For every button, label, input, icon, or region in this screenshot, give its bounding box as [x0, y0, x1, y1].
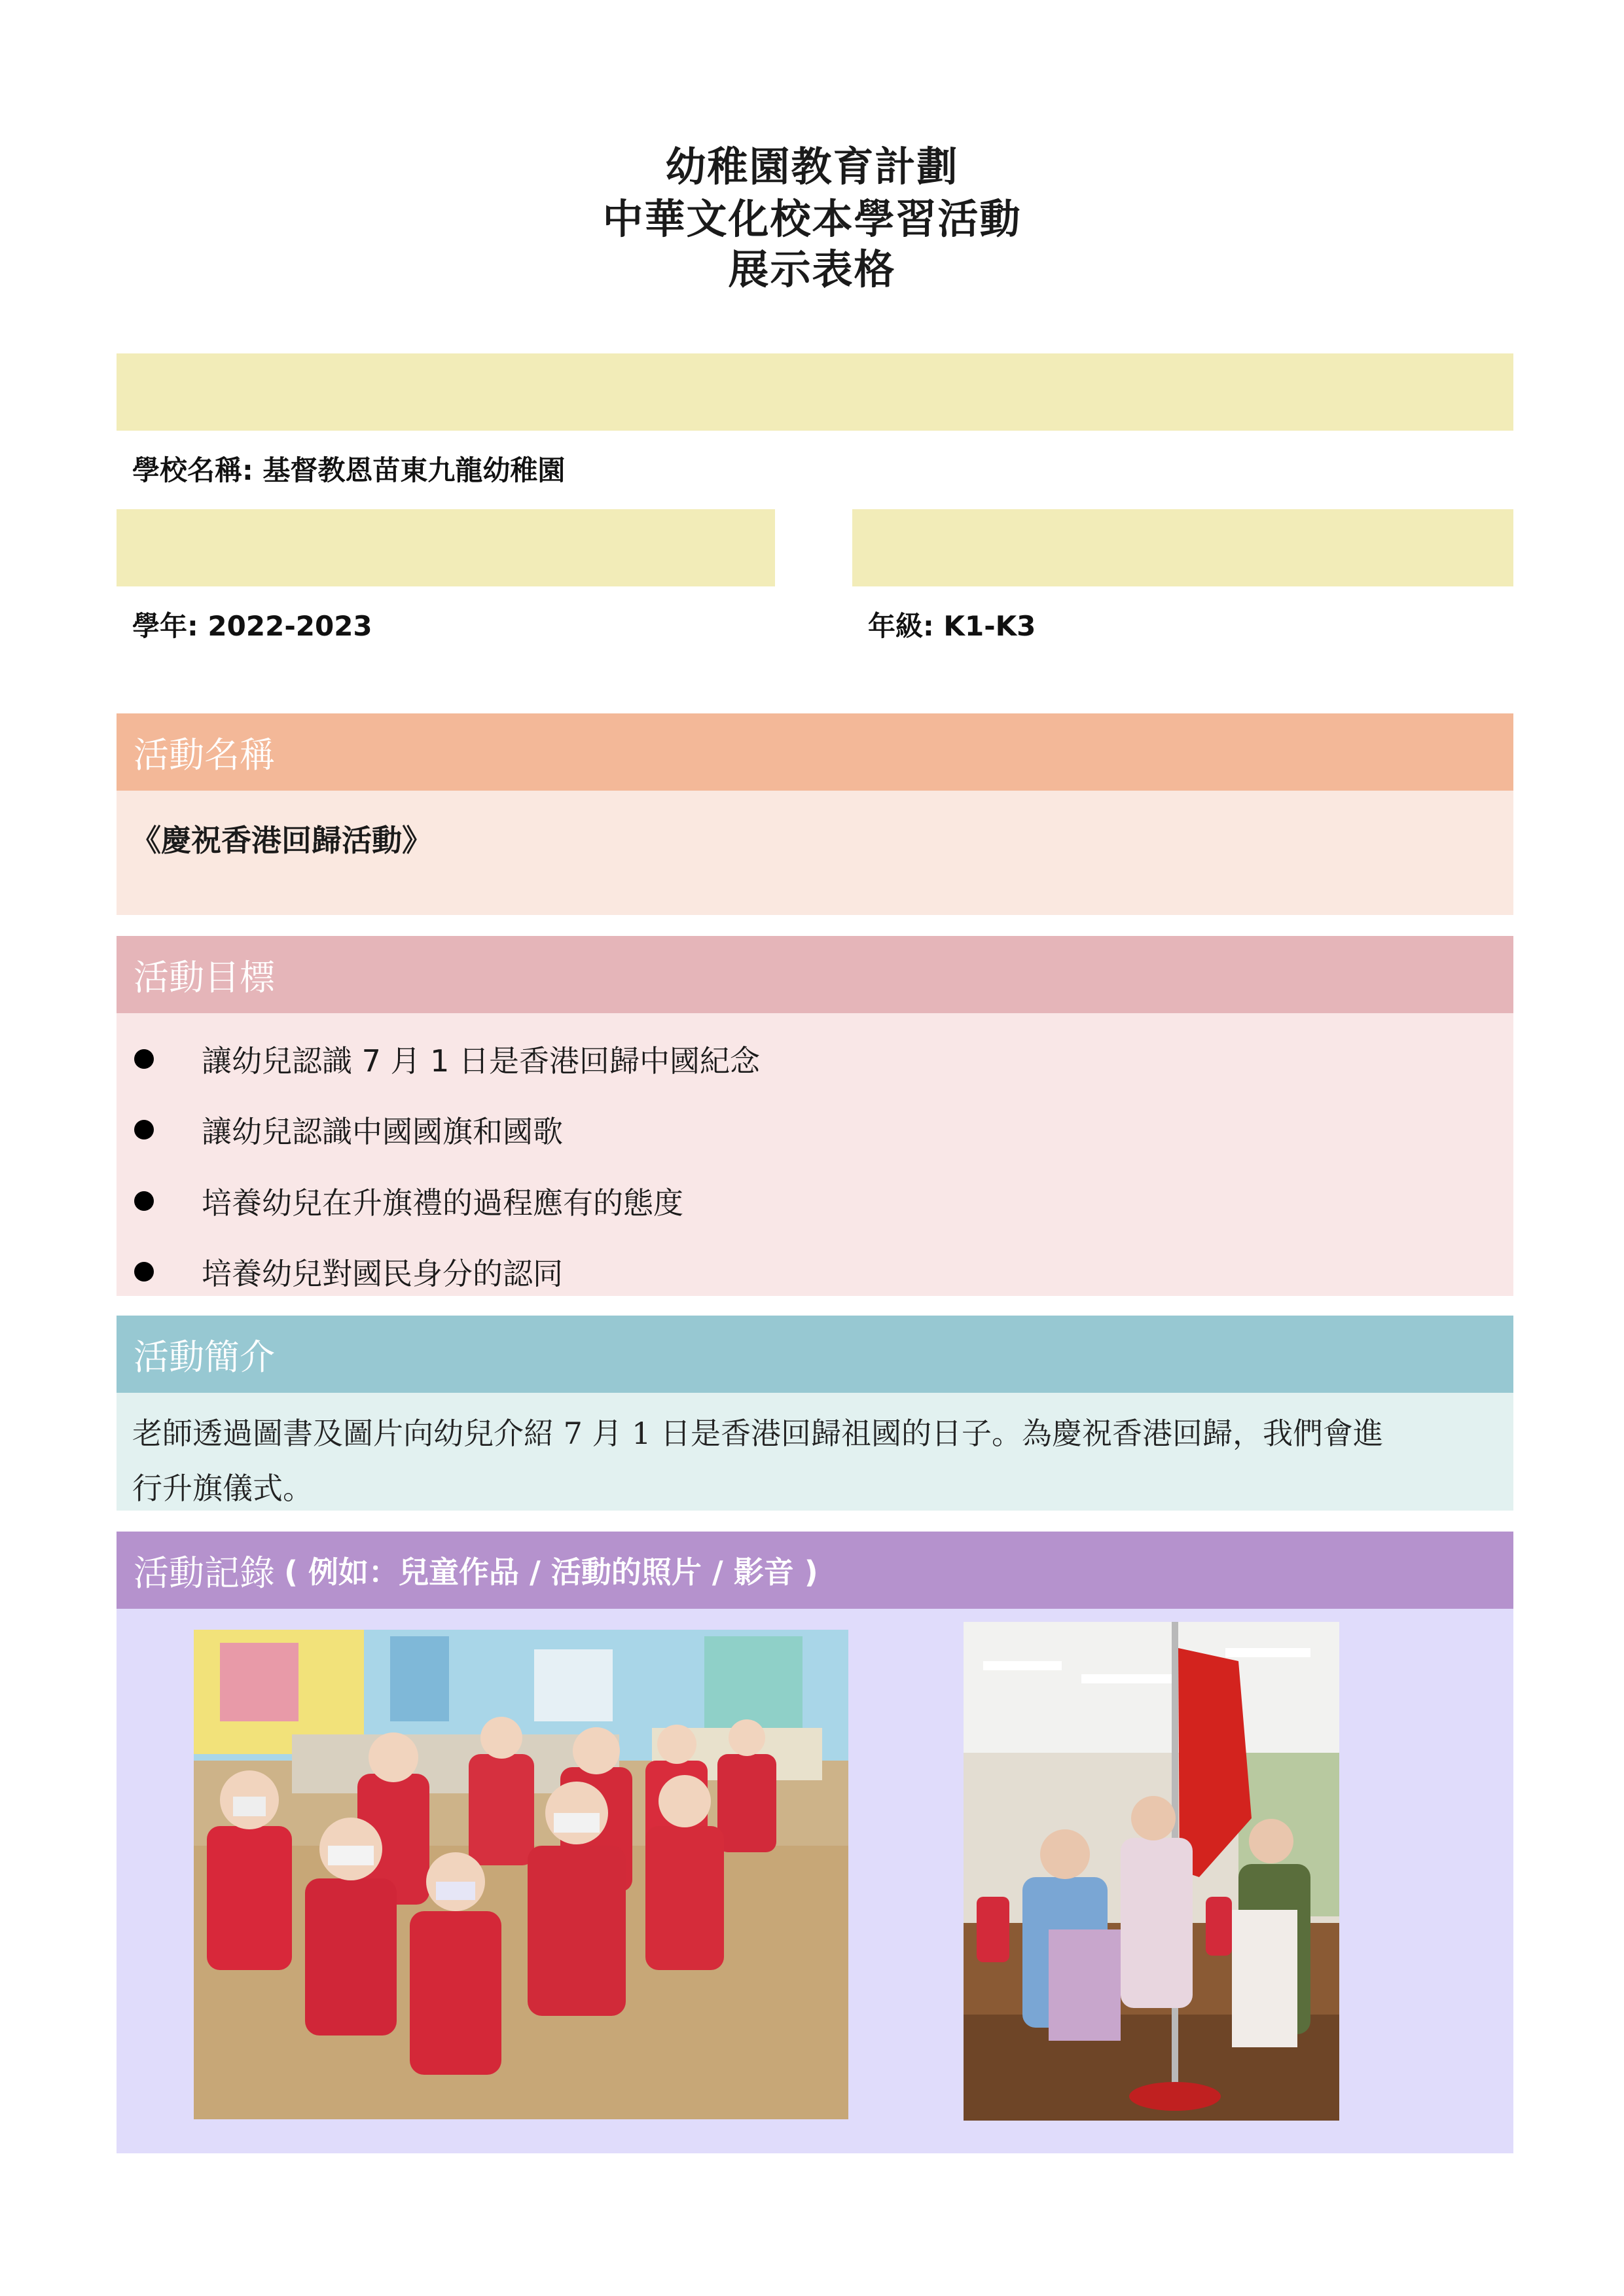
introduction-text-line-1: 老師透過圖書及圖片向幼兒介紹 7 月 1 日是香港回歸祖國的日子。為慶祝香港回歸，我們會進 [132, 1416, 1384, 1451]
title-line-1: 幼稚園教育計劃 [665, 143, 959, 190]
objective-item: 培養幼兒對國民身分的認同 [117, 1249, 563, 1295]
title-line-3: 展示表格 [728, 245, 896, 293]
objective-item: 培養幼兒在升旗禮的過程應有的態度 [117, 1178, 683, 1224]
records-subheading: ( 例如：兒童作品 / 活動的照片 / 影音 ) [284, 1554, 818, 1590]
school-name-value: 基督教恩苗東九龍幼稚園 [262, 454, 566, 486]
flag-raising-photo [964, 1622, 1339, 2121]
school-year-value: 2022-2023 [208, 610, 372, 642]
school-name-field [132, 449, 565, 488]
grade-field [868, 605, 1036, 644]
bullet-icon [134, 1120, 154, 1139]
school-year-bar [117, 509, 775, 586]
objectives-header [117, 936, 1513, 1013]
school-year-label: 學年: [132, 610, 198, 642]
bullet-icon [134, 1049, 154, 1069]
objectives-heading: 活動目標 [134, 956, 275, 998]
grade-value: K1-K3 [943, 610, 1036, 642]
activity-name-value: 《慶祝香港回歸活動》 [131, 823, 432, 858]
activity-name-body [117, 791, 1513, 915]
bullet-icon [134, 1262, 154, 1282]
title-line-2: 中華文化校本學習活動 [602, 195, 1022, 243]
classroom-children-photo [194, 1630, 848, 2119]
objective-item: 讓幼兒認識中國國旗和國歌 [117, 1107, 563, 1153]
school-year-field [132, 605, 372, 644]
records-header [117, 1532, 1513, 1609]
records-heading: 活動記錄 [134, 1552, 275, 1594]
objective-item: 讓幼兒認識 7 月 1 日是香港回歸中國紀念 [117, 1036, 760, 1082]
activity-name-heading: 活動名稱 [134, 734, 275, 776]
introduction-heading: 活動簡介 [134, 1336, 275, 1378]
introduction-body [117, 1393, 1513, 1511]
introduction-header [117, 1316, 1513, 1393]
bullet-icon [134, 1191, 154, 1211]
objectives-body [117, 1013, 1513, 1296]
activity-name-header [117, 713, 1513, 791]
grade-label: 年級: [868, 610, 934, 642]
introduction-text-line-2: 行升旗儀式。 [132, 1471, 313, 1506]
school-name-label: 學校名稱: [132, 454, 253, 486]
grade-bar [852, 509, 1513, 586]
school-name-bar [117, 353, 1513, 431]
